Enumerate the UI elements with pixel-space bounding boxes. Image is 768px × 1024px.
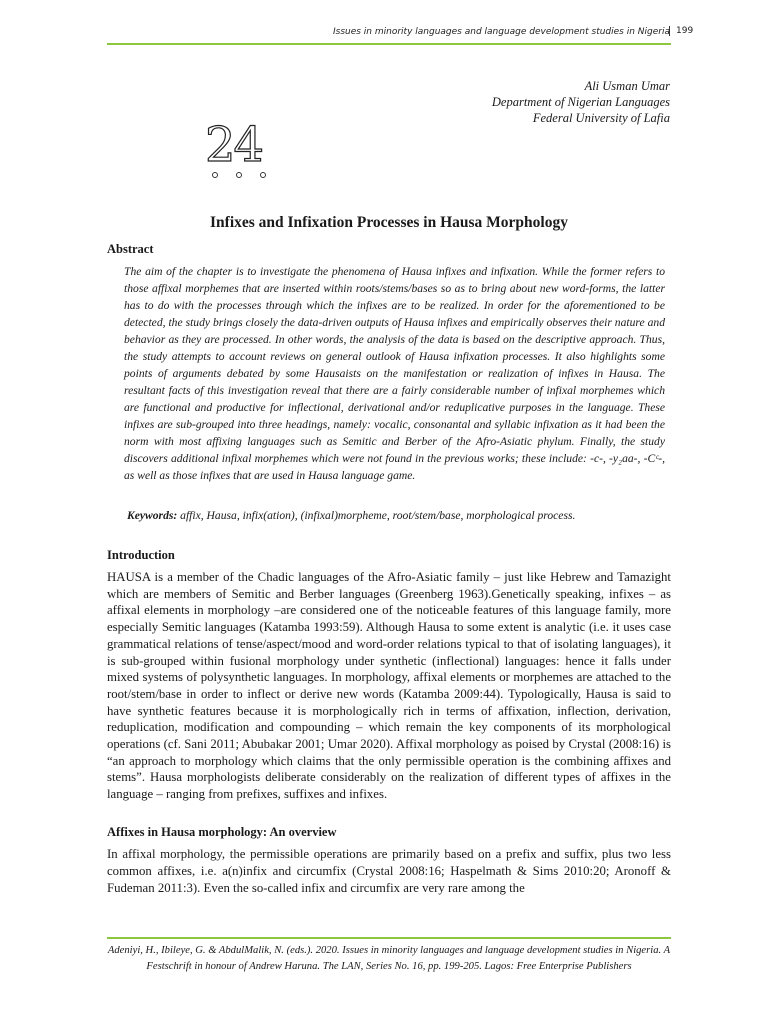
- dot-icon: [260, 172, 266, 178]
- chapter-title: Infixes and Infixation Processes in Hausa Morphology: [210, 214, 568, 231]
- abstract-heading: Abstract: [107, 242, 154, 256]
- keywords: [127, 509, 667, 522]
- author-institution: Federal University of Lafia: [532, 111, 670, 125]
- chapter-number: [205, 117, 275, 178]
- author-department: Department of Nigerian Languages: [491, 95, 670, 109]
- author-name: Ali Usman Umar: [584, 79, 670, 93]
- affixes-heading: Affixes in Hausa morphology: An overview: [107, 825, 337, 839]
- page-number: 199: [669, 26, 693, 36]
- abstract-text: The aim of the chapter is to investigate the phenomena of Hausa infixes and infixation. While the former refers to those affixal morphemes that are inserted within roots/stems/bases so as to bring about new word-forms, the latter has to do with the processes through which the infixes are to be realized. In order for the aforementioned to be detected, the study brings closely the data-driven outputs of Hausa infixes and empirically observes their nature and behavior as they are processed. In other words, the analysis of the data is based on the descriptive approach. Thus, the study attempts to account reviews on general outlook of Hausa infixation processes. It also highlights some points of arguments debated by some Hausaists on the manifestation or realization of infixes in Hausa. The resultant facts of this investigation reveal that there are a fairly considerable number of infixal morphemes which are functional and productive for inflectional, derivational and/or reduplicative purposes in the language. These infixes are sub-grouped into three headings, namely: vocalic, consonantal and syllabic infixation as it had been the norm with most affixing languages such as Semitic and Berber of the Afro-Asiatic phylum. Finally, the study discovers additional infixal morphemes which were not found in the previous works; these include: -c-, -y₂aa-, -Cᶜ-, as well as those infixes that are used in Hausa language game.: [124, 265, 665, 482]
- dot-icon: [212, 172, 218, 178]
- header-rule: [107, 43, 671, 45]
- introduction-heading: Introduction: [107, 548, 175, 562]
- introduction-text: HAUSA is a member of the Chadic languages of the Afro-Asiatic family – just like Hebrew and Tamazight which are members of Semitic and Berber languages (Greenberg 1963).Genetically speaking, infixes – as affixal elements in morphology –are considered one of the noticeable features of this language family, more especially Semitic languages (Katamba 1993:59). Although Hausa to some extent is analytic (i.e. it uses case grammatical relations of tense/aspect/mood and word-order relations typical to that of isolating languages), it is sub-grouped within fusional morphology under synthetic (inflectional) languages: hence it falls under mixed systems of polysynthetic languages. In morphology, affixal elements or morphemes are attached to the root/stem/base in order to inflect or derive new words (Katamba 2009:44). Typologically, Hausa is said to have synthetic features because it is morphologically rich in terms of affixation, inflection, derivation, reduplication, modification and compounding – which remain the key components of its morphological operations (cf. Sani 2011; Abubakar 2001; Umar 2020). Affixal morphology as poised by Crystal (2008:16) is “an approach to morphology which claims that the only permissible operation is the combining affixes and stems”. Hausa morphologists deliberate considerably on the realization of different types of affixes in the language – ranging from prefixes, suffixes and infixes.: [107, 570, 671, 802]
- dot-icon: [236, 172, 242, 178]
- affixes-text: In affixal morphology, the permissible operations are primarily based on a prefix and suffix, plus two less common affixes, i.e. a(n)infix and circumfix (Crystal 2008:16; Haspelmath & Sims 2010:20; Aronoff & Fudeman 2011:3). Even the so-called infix and circumfix are very rare among the: [107, 847, 671, 895]
- footer-rule: [107, 937, 671, 939]
- author-block: [492, 78, 670, 126]
- chapter-number-digits: 24: [205, 117, 263, 173]
- running-head: Issues in minority languages and language development studies in Nigeria: [332, 27, 670, 37]
- footer-citation: Adeniyi, H., Ibileye, G. & AbdulMalik, N. (eds.). 2020. Issues in minority languages and language development studies in Nigeria. A Festschrift in honour of Andrew Haruna. The LAN, Series No. 16, pp. 199-205. Lagos: Free Enterprise Publishers: [107, 945, 671, 972]
- keywords-label: Keywords:: [127, 509, 178, 522]
- keywords-text: affix, Hausa, infix(ation), (infixal)morpheme, root/stem/base, morphological process.: [180, 509, 576, 522]
